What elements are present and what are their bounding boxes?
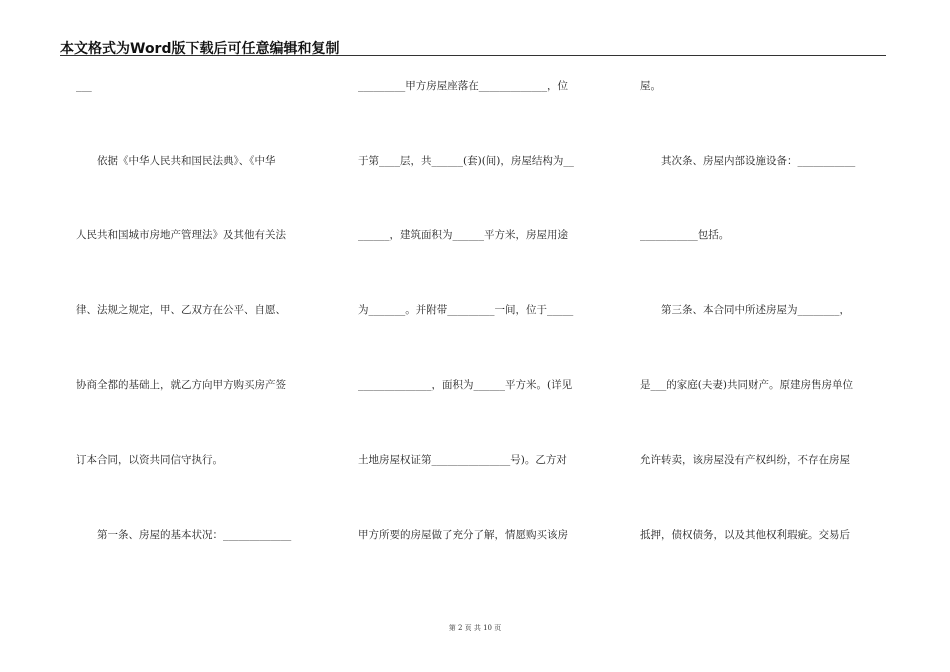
text-line: 甲方所要的房屋做了充分了解，情愿购买该房 <box>358 529 568 541</box>
text-line: 第三条、本合同中所述房屋为________， <box>640 304 850 316</box>
text-line: 订本合同，以资共同信守执行。 <box>76 454 223 466</box>
text-line: _________甲方房屋座落在_____________，位 <box>358 80 568 92</box>
text-line: ___ <box>76 80 92 92</box>
text-line: 其次条、房屋内部设施设备：___________ <box>640 155 856 167</box>
text-line: 屋。 <box>640 80 661 92</box>
text-line: 土地房屋权证第_______________号)。乙方对 <box>358 454 567 466</box>
text-line: 依据《中华人民共和国民法典》、《中华 <box>76 155 276 167</box>
page-number-footer: 第 2 页 共 10 页 <box>448 624 502 632</box>
text-line: 抵押，债权债务，以及其他权利瑕疵。交易后 <box>640 529 850 541</box>
page-header-title: 本文格式为Word版下载后可任意编辑和复制 <box>60 41 340 57</box>
text-line: 协商全都的基础上，就乙方向甲方购买房产签 <box>76 379 286 391</box>
text-line: ___________包括。 <box>640 229 730 241</box>
text-line: 为_______。并附带_________一间，位于_____ <box>358 304 574 316</box>
text-line: 于第____层，共______(套)(间)，房屋结构为__ <box>358 155 574 167</box>
text-line: ______________，面积为______平方米。(详见 <box>358 379 573 391</box>
text-line: 允许转卖，该房屋没有产权纠纷，不存在房屋 <box>640 454 850 466</box>
text-line: 律、法规之规定，甲、乙双方在公平、自愿、 <box>76 304 286 316</box>
header-rule <box>60 55 886 56</box>
text-line: 人民共和国城市房地产管理法》及其他有关法 <box>76 229 286 241</box>
text-line: 是___的家庭(夫妻)共同财产。原建房售房单位 <box>640 379 853 391</box>
text-line: 第一条、房屋的基本状况：_____________ <box>76 529 292 541</box>
text-line: ______，建筑面积为______平方米，房屋用途 <box>358 229 568 241</box>
